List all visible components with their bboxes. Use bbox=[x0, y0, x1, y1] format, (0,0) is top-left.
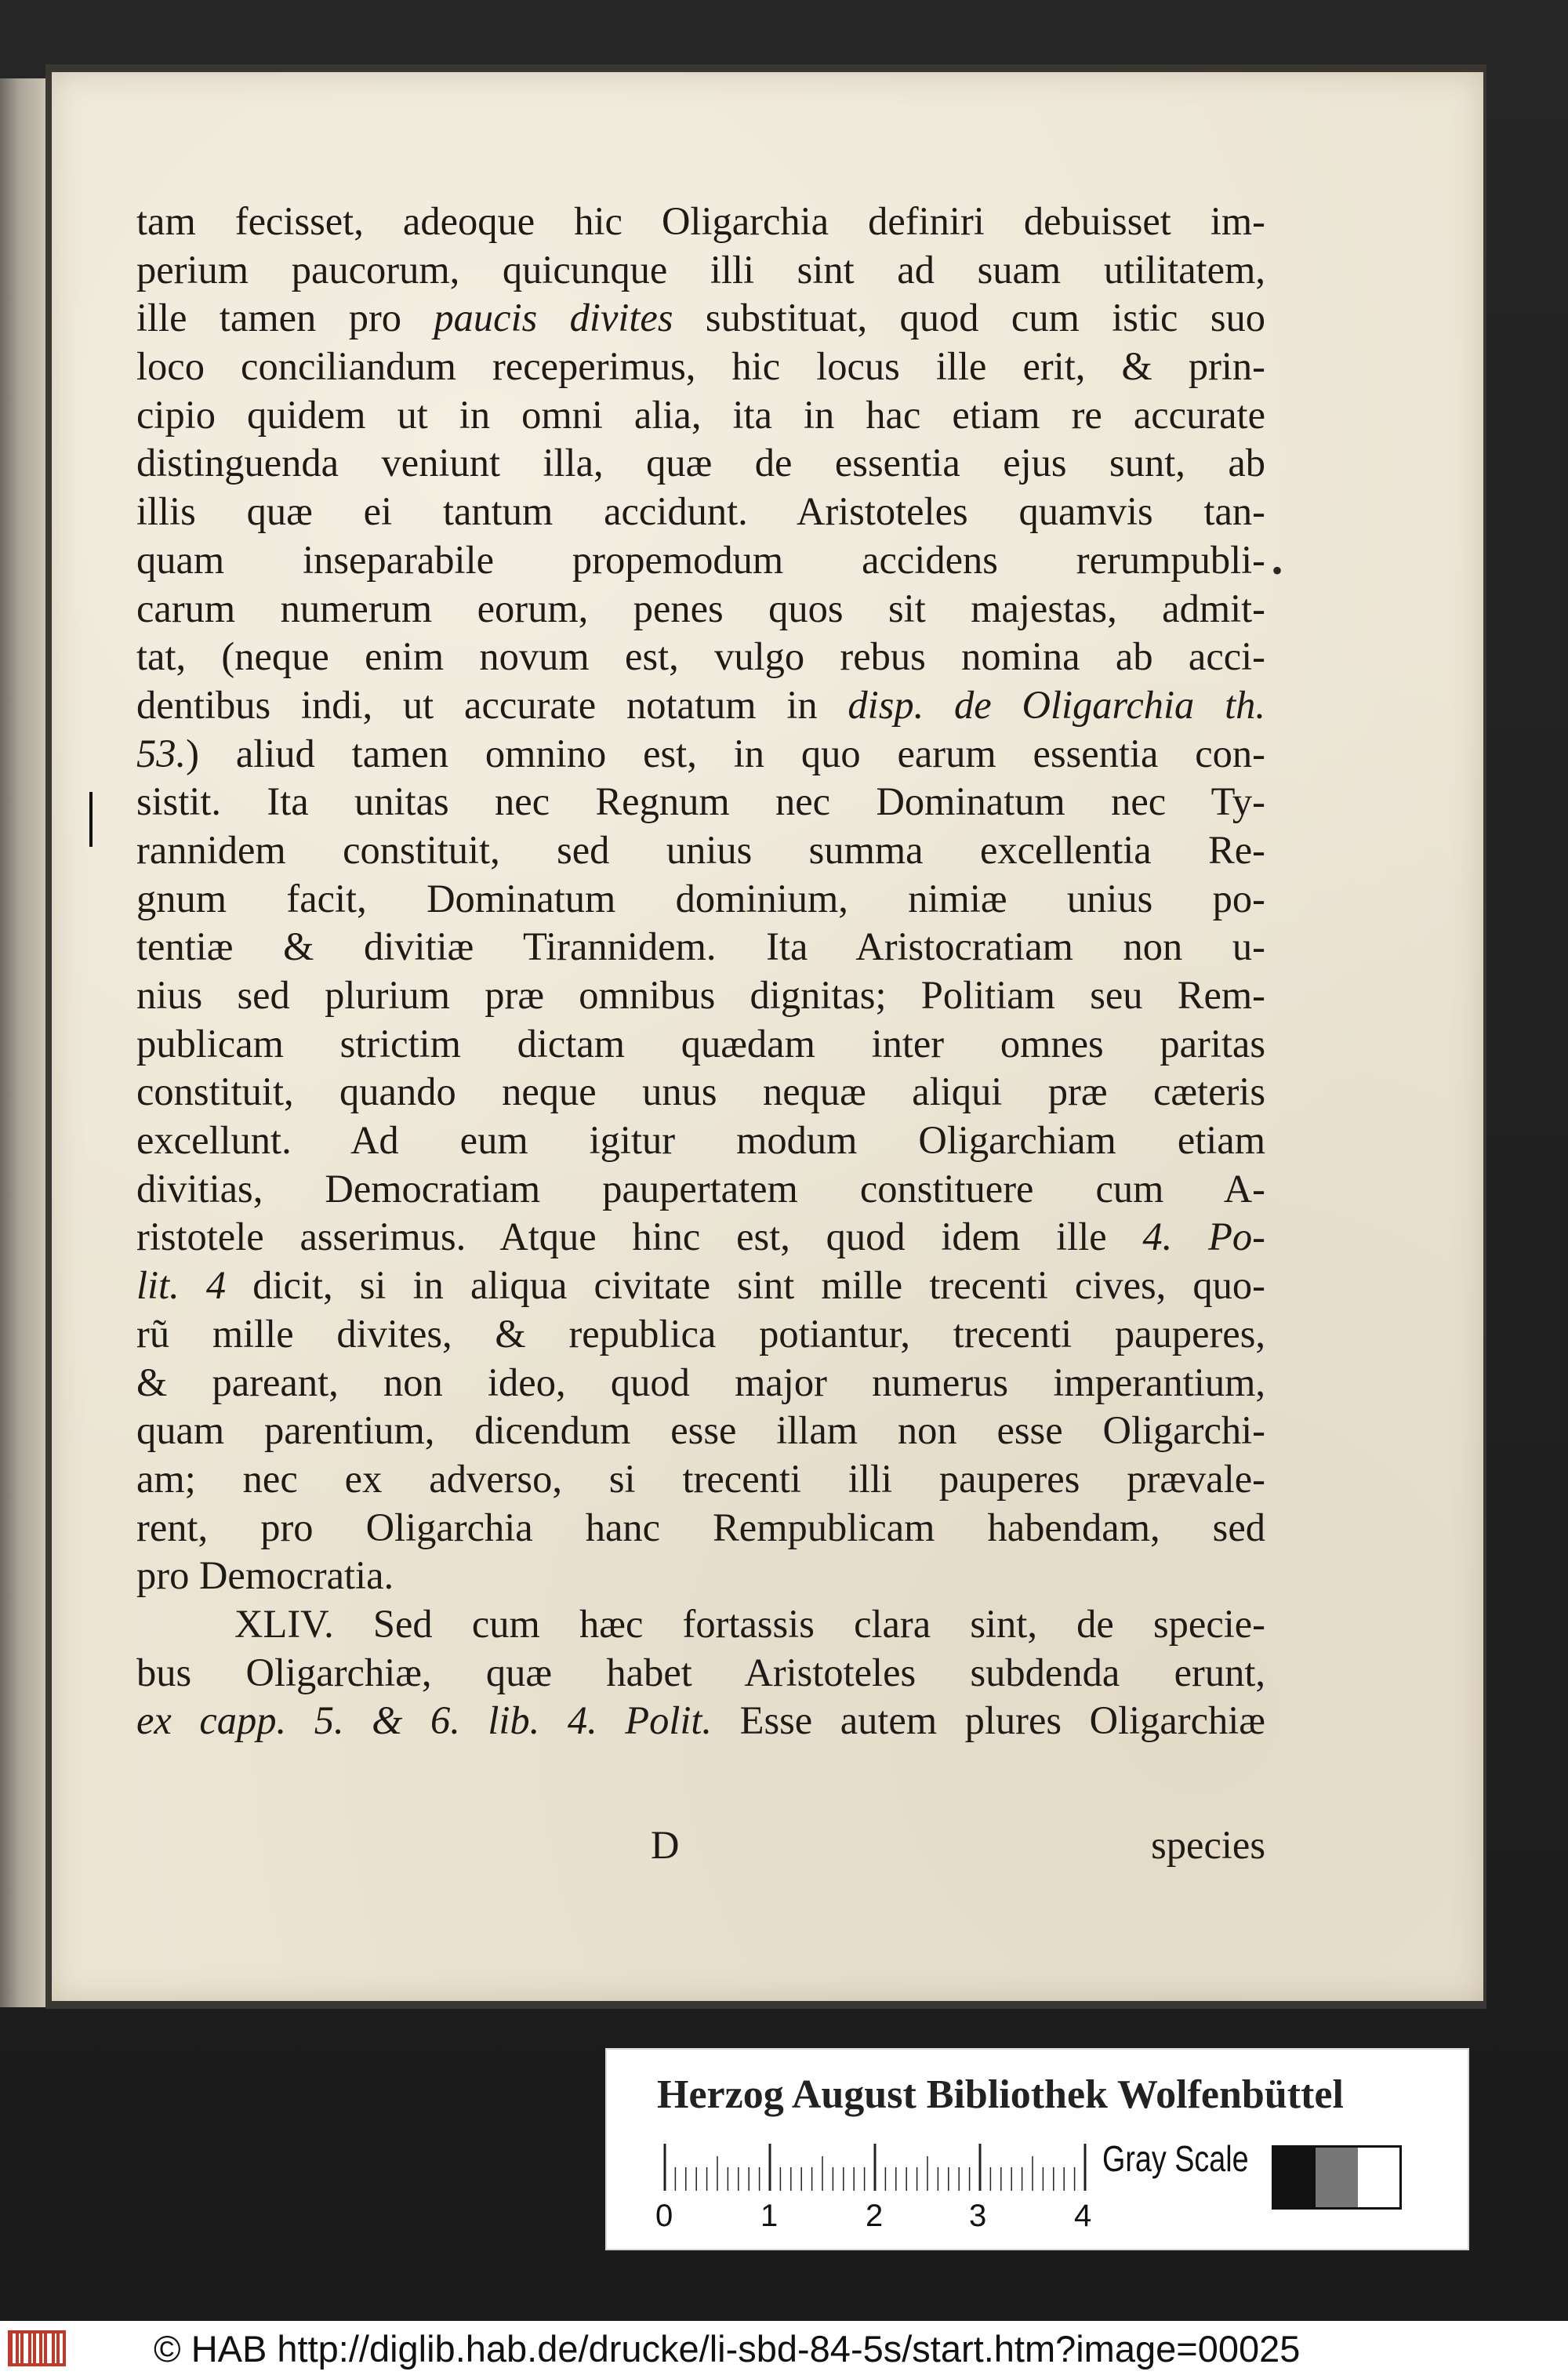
text-line bbox=[136, 294, 1265, 343]
text-run: distinguenda veniunt illa, quæ de essentia ejus sunt, ab bbox=[136, 441, 1265, 485]
ruler-number: 3 bbox=[969, 2199, 987, 2233]
text-run: loco conciliandum receperimus, hic locus ille erit, & prin- bbox=[136, 344, 1265, 389]
text-line bbox=[136, 536, 1265, 585]
footer-bar bbox=[0, 2321, 1568, 2375]
text-line bbox=[136, 1649, 1265, 1698]
text-run: & pareant, non ideo, quod major numerus imperantium, bbox=[136, 1360, 1265, 1404]
page-footer-line bbox=[136, 1822, 1265, 1877]
text-run: tat, (neque enim novum est, vulgo rebus nomina ab acci- bbox=[136, 634, 1265, 679]
text-run: quam parentium, dicendum esse illam non esse Oligarchi- bbox=[136, 1408, 1265, 1453]
text-run: ) aliud tamen omnino est, in quo earum essentia con- bbox=[186, 731, 1265, 775]
text-run: excellunt. Ad eum igitur modum Oligarchiam etiam bbox=[136, 1118, 1265, 1163]
text-run: divitias, Democratiam paupertatem constituere cum A- bbox=[136, 1166, 1265, 1211]
text-run: quam inseparabile propemodum accidens rerumpubli- bbox=[136, 537, 1265, 582]
ruler-number: 1 bbox=[760, 2199, 779, 2233]
text-run: gnum facit, Dominatum dominium, nimiæ unius po- bbox=[136, 876, 1265, 921]
text-line bbox=[136, 488, 1265, 536]
text-line bbox=[136, 1068, 1265, 1117]
text-line bbox=[136, 826, 1265, 875]
signature-mark: D bbox=[651, 1823, 680, 1867]
text-line bbox=[136, 1213, 1265, 1262]
ruler-number: 0 bbox=[655, 2199, 673, 2233]
text-line bbox=[136, 730, 1265, 779]
text-run: rent, pro Oligarchia hanc Rempublicam habendam, sed bbox=[136, 1505, 1265, 1549]
text-line bbox=[136, 681, 1265, 730]
text-line bbox=[136, 1697, 1265, 1745]
color-calibration-card bbox=[605, 2048, 1469, 2250]
text-run: tam fecisset, adeoque hic Oligarchia definiri debuisset im- bbox=[136, 199, 1265, 243]
copyright-url[interactable]: © HAB http://diglib.hab.de/drucke/li-sbd-84-5s/start.htm?image=00025 bbox=[154, 2328, 1301, 2370]
text-line bbox=[136, 633, 1265, 681]
text-run: perium paucorum, quicunque illi sint ad suam utilitatem, bbox=[136, 247, 1265, 292]
text-run: XLIV. Sed cum hæc fortassis clara sint, de specie- bbox=[234, 1601, 1265, 1646]
text-line bbox=[136, 923, 1265, 971]
text-line bbox=[136, 439, 1265, 488]
text-line bbox=[136, 1504, 1265, 1552]
text-line bbox=[136, 198, 1265, 246]
margin-mark-left bbox=[89, 792, 97, 847]
text-line bbox=[136, 778, 1265, 826]
italic-text: 4. Po- bbox=[1142, 1215, 1265, 1259]
text-run: pro Democratia. bbox=[136, 1553, 394, 1598]
text-run: dicit, si in aliqua civitate sint mille trecenti cives, quo- bbox=[226, 1263, 1265, 1308]
catchword: species bbox=[1151, 1823, 1265, 1867]
gray-swatch-cell bbox=[1358, 2148, 1399, 2207]
ruler-number: 4 bbox=[1074, 2199, 1092, 2233]
barcode-icon bbox=[8, 2330, 66, 2366]
text-line bbox=[136, 1117, 1265, 1165]
text-run: sistit. Ita unitas nec Regnum nec Dominatum nec Ty- bbox=[136, 779, 1265, 824]
page-text bbox=[136, 198, 1265, 1745]
text-run: rũ mille divites, & republica potiantur, trecenti pauperes, bbox=[136, 1311, 1265, 1356]
italic-text: disp. de Oligarchia th. bbox=[848, 682, 1265, 727]
text-line bbox=[136, 1552, 1265, 1600]
book-page bbox=[52, 72, 1483, 2001]
margin-mark: • bbox=[1272, 553, 1283, 588]
text-line bbox=[136, 343, 1265, 391]
text-line bbox=[136, 585, 1265, 634]
text-run: substituat, quod cum istic suo bbox=[673, 296, 1265, 340]
text-run: ristotele asserimus. Atque hinc est, quod idem ille bbox=[136, 1215, 1143, 1259]
italic-text: 53. bbox=[136, 731, 187, 775]
gray-swatch-cell bbox=[1274, 2148, 1316, 2207]
text-line bbox=[136, 1310, 1265, 1359]
previous-page-edge bbox=[0, 78, 49, 2007]
text-run: tentiæ & divitiæ Tirannidem. Ita Aristocratiam non u- bbox=[136, 924, 1265, 969]
text-line bbox=[136, 391, 1265, 440]
text-line bbox=[136, 1020, 1265, 1069]
text-run: rannidem constituit, sed unius summa excellentia Re- bbox=[136, 827, 1265, 872]
gray-swatch-cell bbox=[1316, 2148, 1357, 2207]
text-run: ille tamen pro bbox=[136, 296, 434, 340]
text-run: carum numerum eorum, penes quos sit majestas, admit- bbox=[136, 586, 1265, 630]
text-line bbox=[136, 246, 1265, 295]
gray-scale-swatch bbox=[1272, 2145, 1402, 2210]
ruler-scale bbox=[662, 2144, 1091, 2191]
text-run: am; nec ex adverso, si trecenti illi pauperes prævale- bbox=[136, 1456, 1265, 1501]
italic-text: lit. 4 bbox=[136, 1263, 227, 1308]
gray-scale-label: Gray Scale bbox=[1102, 2138, 1249, 2179]
text-line bbox=[136, 1359, 1265, 1407]
text-line bbox=[136, 875, 1265, 924]
text-run: Esse autem plures Oligarchiæ bbox=[712, 1698, 1265, 1743]
text-run: bus Oligarchiæ, quæ habet Aristoteles subdenda erunt, bbox=[136, 1650, 1265, 1694]
text-run: publicam strictim dictam quædam inter omnes paritas bbox=[136, 1021, 1265, 1066]
text-line bbox=[136, 1455, 1265, 1504]
text-run: nius sed plurium præ omnibus dignitas; Politiam seu Rem- bbox=[136, 973, 1265, 1017]
text-line bbox=[136, 1600, 1265, 1649]
text-line bbox=[136, 1407, 1265, 1455]
italic-text: paucis divites bbox=[434, 296, 673, 340]
text-run: cipio quidem ut in omni alia, ita in hac etiam re accurate bbox=[136, 392, 1265, 437]
italic-text: ex capp. 5. & 6. lib. 4. Polit. bbox=[136, 1698, 713, 1743]
text-run: constituit, quando neque unus nequæ aliqui præ cæteris bbox=[136, 1069, 1265, 1114]
text-line bbox=[136, 971, 1265, 1020]
text-line bbox=[136, 1262, 1265, 1310]
library-name: Herzog August Bibliothek Wolfenbüttel bbox=[657, 2072, 1344, 2117]
text-line bbox=[136, 1165, 1265, 1214]
text-run: dentibus indi, ut accurate notatum in bbox=[136, 682, 848, 727]
text-run: illis quæ ei tantum accidunt. Aristoteles quamvis tan- bbox=[136, 489, 1265, 534]
ruler-number: 2 bbox=[866, 2199, 884, 2233]
